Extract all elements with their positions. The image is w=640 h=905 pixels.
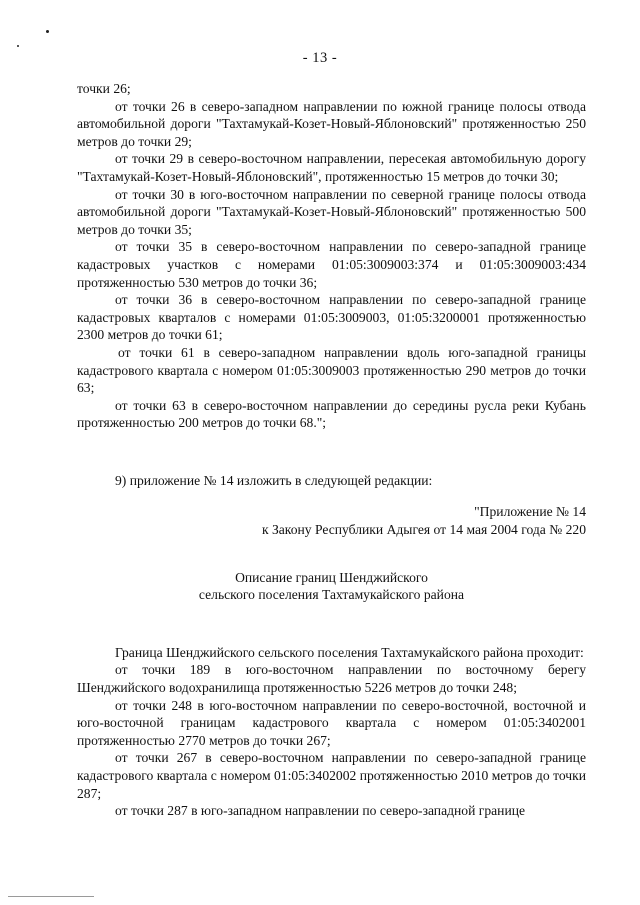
page-number: - 13 -: [302, 50, 338, 66]
boundary-paragraph: от точки 189 в юго-восточном направлении по восточному берегу Шенджийского водохранилища протяженностью 5226 метров до точки 248;: [77, 662, 586, 696]
boundary-paragraph: Граница Шенджийского сельского поселения Тахтамукайского района проходит:: [115, 644, 584, 660]
spacer: [77, 432, 586, 472]
section-heading-line: сельского поселения Тахтамукайского района: [198, 587, 465, 603]
appendix-reference: [77, 503, 586, 538]
boundary-paragraph: от точки 287 в юго-западном направлении по северо-западной границе: [115, 803, 526, 819]
continuation-paragraph: от точки 35 в северо-восточном направлении по северо-западной границе кадастровых участков с номерами 01:05:3009003:374 и 01:05:3009003:434 протяженностью 530 метров до точки 36;: [77, 239, 586, 290]
continuation-paragraph: от точки 61 в северо-западном направлении вдоль юго-западной границы кадастрового квартала с номером 01:05:3009003 протяженностью 290 метров до точки 63;: [77, 344, 586, 396]
continuation-paragraph: точки 26;: [77, 81, 131, 96]
scan-edge-line: [8, 896, 94, 897]
continuation-paragraph: от точки 26 в северо-западном направлении по южной границе полосы отвода автомобильной дороги "Тахтамукай-Козет-Новый-Яблоновский" протяженностью 250 метров до точки 29;: [77, 98, 586, 149]
continuation-paragraph: от точки 63 в северо-восточном направлении до середины русла реки Кубань протяженностью 200 метров до точки 68.";: [77, 397, 586, 431]
amendment-item: 9) приложение № 14 изложить в следующей редакции:: [115, 472, 433, 488]
document-body: [77, 80, 586, 820]
continuation-paragraph: от точки 29 в северо-восточном направлении, пересекая автомобильную дорогу "Тахтамукай-Козет-Новый-Яблоновский", протяженностью 15 метров до точки 30;: [77, 151, 586, 184]
section-heading-line: Описание границ Шенджийского: [235, 569, 428, 585]
boundary-paragraph: от точки 248 в юго-восточном направлении по северо-восточной, восточной и юго-восточной границам кадастрового квартала с номером 01:05:3402001 протяженностью 2770 метров до точки 267;: [77, 697, 586, 748]
scan-speck: [46, 30, 49, 33]
boundary-paragraph: от точки 267 в северо-восточном направлении по северо-западной границе кадастрового квартала с номером 01:05:3402002 протяженностью 2010 метров до точки 287;: [77, 750, 586, 801]
appendix-title: "Приложение № 14: [474, 504, 586, 520]
continuation-paragraph: от точки 36 в северо-восточном направлении по северо-западной границе кадастровых кварталов с номерами 01:05:3009003, 01:05:3200001 протяженностью 2300 метров до точки 61;: [77, 292, 586, 343]
continuation-paragraph: от точки 30 в юго-восточном направлении по северной границе полосы отвода автомобильной дороги "Тахтамукай-Козет-Новый-Яблоновский" протяженностью 500 метров до точки 35;: [77, 186, 586, 237]
appendix-law-reference: к Закону Республики Адыгея от 14 мая 2004 года № 220: [261, 522, 586, 538]
scan-speck: [17, 45, 19, 47]
section-heading: [77, 569, 586, 604]
spacer: [77, 604, 586, 644]
